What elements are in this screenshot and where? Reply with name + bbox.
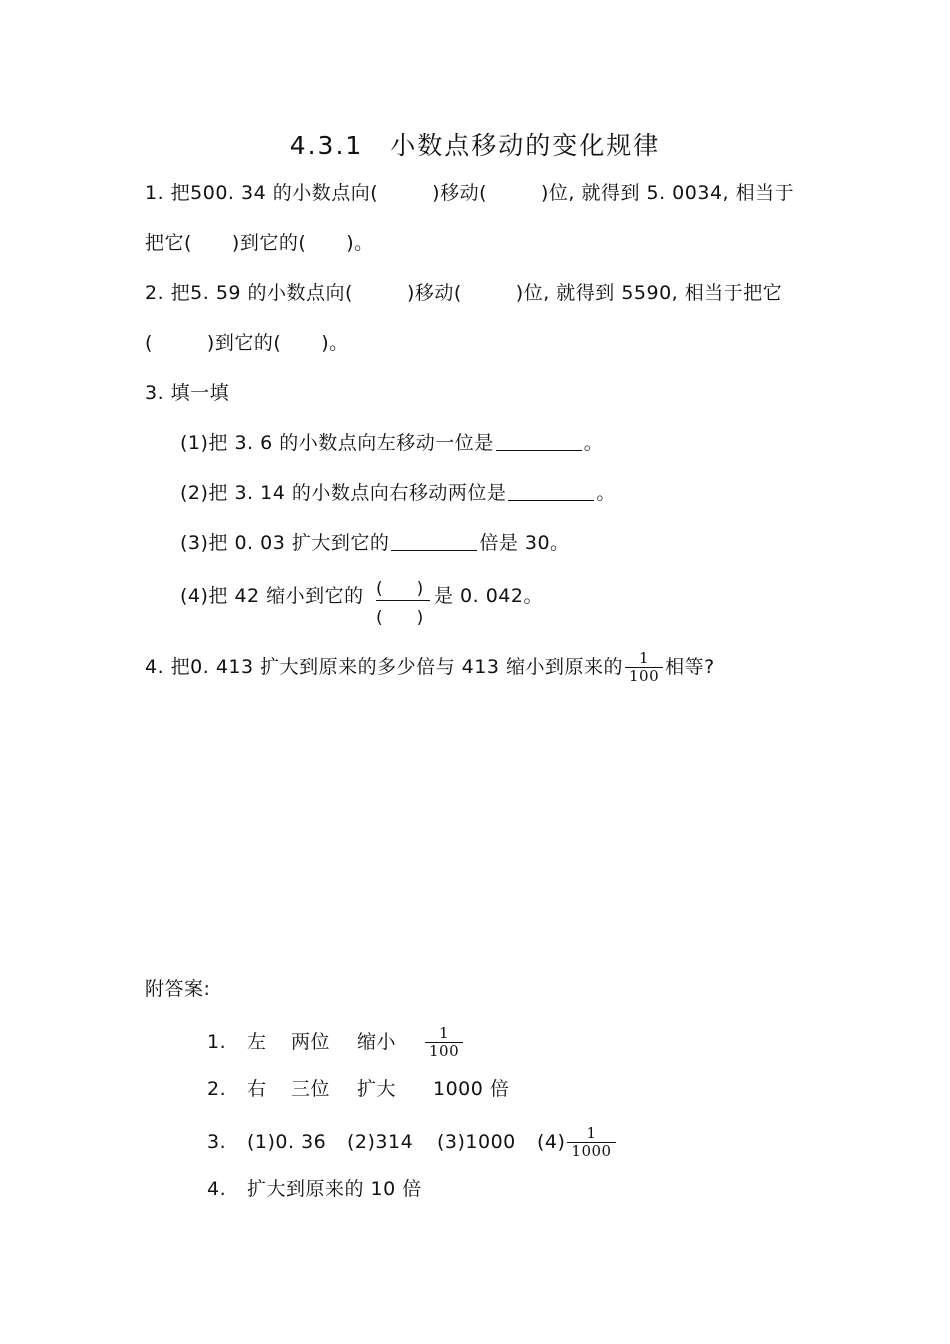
question-2-line-2: [145, 331, 349, 355]
fraction-blank[interactable]: [376, 578, 430, 629]
answer-number: 4.: [207, 1178, 227, 1200]
q1-text-e: )到它的(: [231, 232, 307, 254]
q3-item4-text: (4)把 42 缩小到它的: [180, 585, 364, 607]
q1-text-a: 1. 把500. 34 的小数点向(: [145, 182, 379, 204]
fraction: [567, 1125, 615, 1160]
q3-item1-end: 。: [583, 432, 604, 454]
answer-part: 缩小: [357, 1031, 397, 1053]
fraction-numerator: 1: [425, 1025, 463, 1043]
fraction: [425, 1025, 463, 1060]
answer-part: 三位: [291, 1078, 331, 1100]
q4-text-b: 相等?: [665, 656, 715, 678]
question-1-line-1: [145, 181, 794, 205]
q1-text-d: 把它(: [145, 232, 192, 254]
page-title: 4.3.1 小数点移动的变化规律: [289, 131, 661, 160]
q3-item1-text: (1)把 3. 6 的小数点向左移动一位是: [180, 432, 494, 454]
question-2-line-1: [145, 281, 782, 305]
q1-text-b: )移动(: [432, 182, 487, 204]
question-3-heading: 3. 填一填: [145, 382, 230, 404]
question-3-item-1: [180, 431, 603, 455]
fill-blank-line[interactable]: [496, 432, 582, 451]
fraction-numerator: 1: [567, 1125, 615, 1143]
answer-part: 1000 倍: [433, 1078, 510, 1100]
answer-text: 扩大到原来的 10 倍: [247, 1178, 422, 1200]
q3-item3-text: (3)把 0. 03 扩大到它的: [180, 532, 390, 554]
answer-4: [207, 1177, 422, 1201]
q4-text-a: 4. 把0. 413 扩大到原来的多少倍与 413 缩小到原来的: [145, 656, 623, 678]
q2-text-b: )移动(: [406, 282, 462, 304]
question-3-item-2: [180, 481, 616, 505]
fraction-denominator: 1000: [571, 1142, 612, 1160]
answer-1: [207, 1025, 465, 1060]
q3-item3-end: 倍是 30。: [479, 532, 570, 554]
answer-part: 两位: [291, 1031, 331, 1053]
question-3-item-4-end: 是 0. 042。: [434, 585, 543, 607]
question-3-item-4: [180, 584, 364, 608]
fraction-numerator: 1: [625, 650, 663, 668]
fraction-denominator-blank[interactable]: ( ): [376, 608, 424, 628]
answer-part: 扩大: [357, 1078, 397, 1100]
answer-part: (1)0. 36: [247, 1131, 327, 1153]
q2-text-f: )。: [321, 332, 349, 354]
q3-item2-end: 。: [596, 482, 616, 504]
answer-part: 左: [247, 1031, 267, 1053]
answer-part: (2)314: [347, 1131, 414, 1153]
q2-text-c: )位, 就得到 5590, 相当于把它: [515, 282, 783, 304]
question-3-item-3: [180, 531, 570, 555]
answer-part: 右: [247, 1078, 267, 1100]
q2-text-d: (: [145, 332, 153, 354]
fraction-denominator: 100: [429, 1042, 460, 1060]
answer-3: [207, 1125, 618, 1160]
answer-2: [207, 1077, 509, 1101]
fill-blank-line[interactable]: [391, 532, 477, 551]
answer-number: 2.: [207, 1078, 227, 1100]
question-4: [145, 650, 715, 685]
answers-heading: 附答案:: [145, 978, 211, 1000]
q1-text-f: )。: [346, 232, 374, 254]
question-1-line-2: [145, 231, 374, 255]
q2-text-a: 2. 把5. 59 的小数点向(: [145, 282, 353, 304]
q1-text-c: )位, 就得到 5. 0034, 相当于: [540, 182, 795, 204]
q3-item2-text: (2)把 3. 14 的小数点向右移动两位是: [180, 482, 507, 504]
fraction-denominator: 100: [629, 667, 660, 685]
fill-blank-line[interactable]: [508, 482, 594, 501]
q2-text-e: )到它的(: [206, 332, 282, 354]
answer-part: (4): [537, 1131, 566, 1153]
fraction: [625, 650, 663, 685]
answer-part: (3)1000: [437, 1131, 516, 1153]
answer-number: 1.: [207, 1031, 227, 1053]
answer-number: 3.: [207, 1131, 227, 1153]
fraction-numerator-blank[interactable]: ( ): [376, 578, 430, 601]
